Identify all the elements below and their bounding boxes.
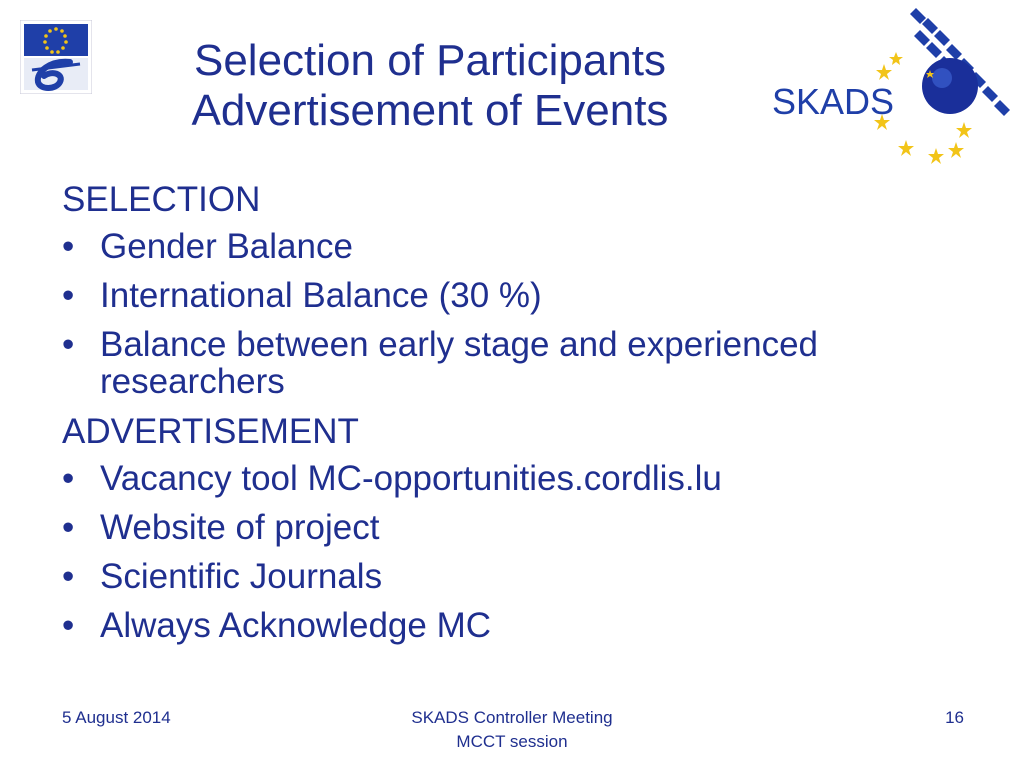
advertisement-bullet-list	[62, 460, 962, 644]
section-heading-advertisement: ADVERTISEMENT	[62, 412, 359, 451]
footer-meeting	[362, 706, 662, 754]
list-item: • International Balance (30 %)	[62, 276, 542, 315]
footer-meeting-line-2: MCCT session	[456, 732, 568, 751]
list-item: • Website of project	[62, 508, 380, 547]
title-line-1: Selection of Participants	[193, 36, 667, 85]
list-item: • Scientific Journals	[62, 557, 383, 596]
list-item: • Always Acknowledge MC	[62, 606, 491, 645]
skads-logo-icon	[770, 4, 1020, 172]
list-item: • Vacancy tool MC-opportunities.cordlis.lu	[62, 459, 722, 498]
skads-logo-text: SKADS	[772, 81, 895, 122]
section-heading-selection: SELECTION	[62, 180, 261, 219]
selection-bullet-list	[62, 228, 962, 400]
slide-title	[110, 36, 750, 136]
list-item: • Gender Balance	[62, 227, 353, 266]
footer-page-number: 16	[945, 708, 964, 727]
title-line-2: Advertisement of Events	[191, 86, 669, 135]
list-item: • Balance between early stage and experienced researchers	[62, 325, 818, 401]
footer-meeting-line-1: SKADS Controller Meeting	[411, 708, 613, 727]
footer-date: 5 August 2014	[62, 708, 171, 727]
slide-body	[62, 180, 962, 656]
fp6-eu-flag-icon	[20, 20, 92, 94]
